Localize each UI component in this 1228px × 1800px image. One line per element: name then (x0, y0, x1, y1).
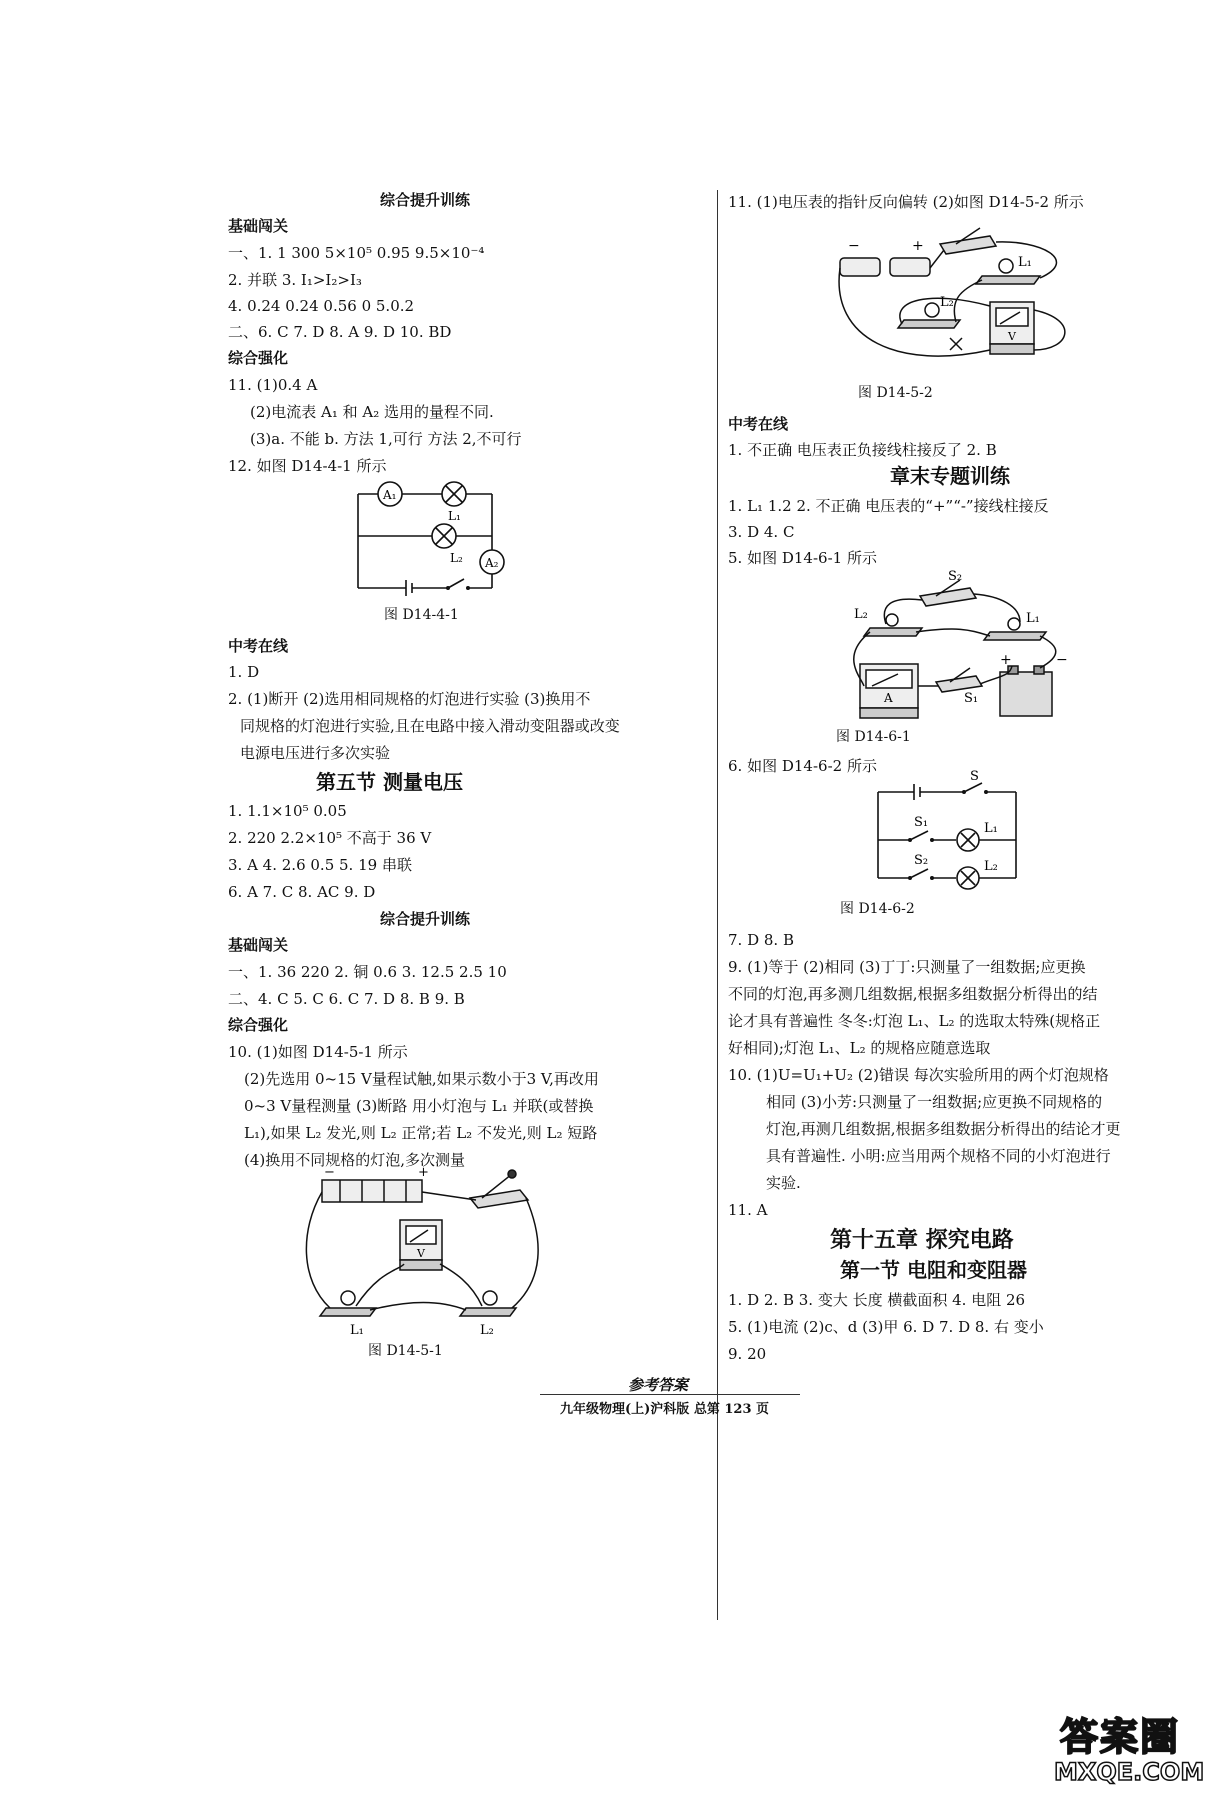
subheading: 综合强化 (228, 1016, 289, 1034)
answer-line: (3)a. 不能 b. 方法 1,可行 方法 2,不可行 (250, 430, 522, 448)
answer-line: 1. D (228, 663, 260, 681)
section-title: 章末专题训练 (890, 464, 1010, 488)
battery-plus-label: + (418, 1165, 429, 1180)
answer-line: 论才具有普遍性 冬冬:灯泡 L₁、L₂ 的选取太特殊(规格正 (728, 1012, 1101, 1030)
watermark-logo (1040, 1700, 1220, 1796)
answer-line: 11. A (728, 1201, 768, 1219)
answer-line: 灯泡,再测几组数据,根据多组数据分析得出的结论才更 (766, 1120, 1121, 1138)
answer-line: (2)先选用 0~15 V量程试触,如果示数小于3 V,再改用 (244, 1070, 599, 1088)
answer-line: 11. (1)电压表的指针反向偏转 (2)如图 D14-5-2 所示 (728, 193, 1084, 211)
answer-line: 1. D 2. B 3. 变大 长度 横截面积 4. 电阻 26 (728, 1291, 1026, 1309)
voltmeter-v-label: V (1008, 330, 1016, 343)
answer-line: 1. L₁ 1.2 2. 不正确 电压表的“+”“-”接线柱接反 (728, 497, 1049, 515)
answer-line: (4)换用不同规格的灯泡,多次测量 (244, 1151, 466, 1169)
section-heading: 综合提升训练 (380, 910, 471, 928)
answer-line: 10. (1)如图 D14-5-1 所示 (228, 1043, 408, 1061)
answer-line: 0~3 V量程测量 (3)断路 用小灯泡与 L₁ 并联(或替换 (244, 1097, 594, 1115)
lamp-l2-label: L₂ (854, 607, 868, 622)
switch-s1-label: S₁ (964, 691, 979, 706)
watermark-bottom: MXQE.COM (1054, 1758, 1205, 1786)
lamp-l2-label: L₂ (450, 551, 463, 565)
chapter-title: 第十五章 探究电路 (830, 1228, 1014, 1253)
voltmeter-v-label: V (417, 1247, 425, 1260)
answer-line: 3. D 4. C (728, 523, 795, 541)
answer-line: 7. D 8. B (728, 931, 794, 949)
answer-line: 2. (1)断开 (2)选用相同规格的灯泡进行实验 (3)换用不 (228, 690, 591, 708)
battery-plus-label: + (912, 238, 924, 254)
answer-line: 一、1. 1 300 5×10⁵ 0.95 9.5×10⁻⁴ (228, 244, 485, 262)
answer-line: L₁),如果 L₂ 发光,则 L₂ 正常;若 L₂ 不发光,则 L₂ 短路 (244, 1124, 598, 1142)
lamp-l1-label: L₁ (1018, 255, 1032, 270)
answer-line: 6. A 7. C 8. AC 9. D (228, 883, 376, 901)
section-title: 第一节 电阻和变阻器 (840, 1258, 1027, 1282)
answer-line: 3. A 4. 2.6 0.5 5. 19 串联 (228, 856, 412, 874)
answer-line: 实验. (766, 1174, 801, 1192)
lamp-l1-label: L₁ (448, 509, 461, 523)
figure-caption: 图 D14-6-1 (836, 729, 911, 745)
switch-s2-label: S₂ (914, 853, 929, 868)
answer-line: 2. 并联 3. I₁>I₂>I₃ (228, 271, 362, 289)
figure-caption: 图 D14-5-1 (368, 1343, 443, 1359)
battery-minus-label: − (848, 238, 860, 254)
answer-line: 9. (1)等于 (2)相同 (3)丁丁:只测量了一组数据;应更换 (728, 958, 1086, 976)
lamp-l2-label: L₂ (480, 1323, 494, 1338)
answer-line: 5. (1)电流 (2)c、d (3)甲 6. D 7. D 8. 右 变小 (728, 1318, 1044, 1336)
answer-line: 5. 如图 D14-6-1 所示 (728, 549, 877, 567)
answer-line: 好相同);灯泡 L₁、L₂ 的规格应随意选取 (728, 1039, 991, 1057)
figure-caption: 图 D14-4-1 (384, 607, 459, 623)
subheading: 基础闯关 (228, 217, 289, 235)
answer-line: (2)电流表 A₁ 和 A₂ 选用的量程不同. (250, 403, 494, 421)
answer-line: 1. 不正确 电压表正负接线柱接反了 2. B (728, 441, 997, 459)
lamp-l1-label: L₁ (1026, 611, 1040, 626)
answer-line: 4. 0.24 0.24 0.56 0 5.0.2 (228, 297, 415, 315)
answer-line: 9. 20 (728, 1345, 767, 1363)
ammeter-a2-label: A₂ (485, 556, 499, 570)
battery-plus-label: + (1000, 652, 1012, 668)
circuit-diagram-d14-4-1 (340, 480, 520, 600)
watermark-top: 答案圈 (1060, 1715, 1181, 1759)
answer-line: 不同的灯泡,再多测几组数据,根据多组数据分析得出的结 (728, 985, 1098, 1003)
switch-s1-label: S₁ (914, 815, 929, 830)
ammeter-a1-label: A₁ (383, 488, 397, 502)
answer-line: 1. 1.1×10⁵ 0.05 (228, 802, 347, 820)
subheading: 中考在线 (728, 415, 789, 433)
answer-line: 11. (1)0.4 A (228, 376, 318, 394)
circuit-photo-d14-5-1 (300, 1160, 540, 1340)
circuit-photo-d14-6-1 (850, 566, 1070, 726)
answer-line: 12. 如图 D14-4-1 所示 (228, 457, 387, 475)
answer-line: 二、6. C 7. D 8. A 9. D 10. BD (228, 323, 452, 341)
section-title: 第五节 测量电压 (316, 770, 463, 794)
answer-line: 具有普遍性. 小明:应当用两个规格不同的小灯泡进行 (766, 1147, 1111, 1165)
answer-line: 电源电压进行多次实验 (240, 744, 391, 762)
figure-caption: 图 D14-6-2 (840, 901, 915, 917)
answer-line: 6. 如图 D14-6-2 所示 (728, 757, 877, 775)
footer-title: 参考答案 (628, 1376, 689, 1394)
circuit-photo-d14-5-2 (840, 220, 1080, 380)
answer-line: 相同 (3)小芳:只测量了一组数据;应更换不同规格的 (766, 1093, 1103, 1111)
circuit-diagram-d14-6-2 (870, 769, 1030, 890)
battery-minus-label: − (1056, 652, 1068, 668)
figure-caption: 图 D14-5-2 (858, 385, 933, 401)
lamp-l1-label: L₁ (984, 821, 998, 836)
battery-minus-label: − (324, 1165, 335, 1180)
section-heading: 综合提升训练 (380, 191, 471, 209)
ammeter-a-label: A (884, 691, 893, 705)
answer-line: 同规格的灯泡进行实验,且在电路中接入滑动变阻器或改变 (240, 717, 620, 735)
answer-line: 一、1. 36 220 2. 铜 0.6 3. 12.5 2.5 10 (228, 963, 507, 981)
footer-subtitle: 九年级物理(上)沪科版 总第 123 页 (560, 1402, 770, 1417)
lamp-l2-label: L₂ (984, 859, 998, 874)
subheading: 中考在线 (228, 637, 289, 655)
answer-line: 2. 220 2.2×10⁵ 不高于 36 V (228, 829, 432, 847)
lamp-l1-label: L₁ (350, 1323, 364, 1338)
switch-s-label: S (970, 769, 979, 784)
answer-line: 二、4. C 5. C 6. C 7. D 8. B 9. B (228, 990, 465, 1008)
subheading: 基础闯关 (228, 936, 289, 954)
answer-line: 10. (1)U=U₁+U₂ (2)错误 每次实验所用的两个灯泡规格 (728, 1066, 1109, 1084)
footer-rule (540, 1394, 800, 1395)
subheading: 综合强化 (228, 349, 289, 367)
switch-s2-label: S₂ (948, 569, 963, 584)
lamp-l2-label: L₂ (940, 295, 954, 310)
